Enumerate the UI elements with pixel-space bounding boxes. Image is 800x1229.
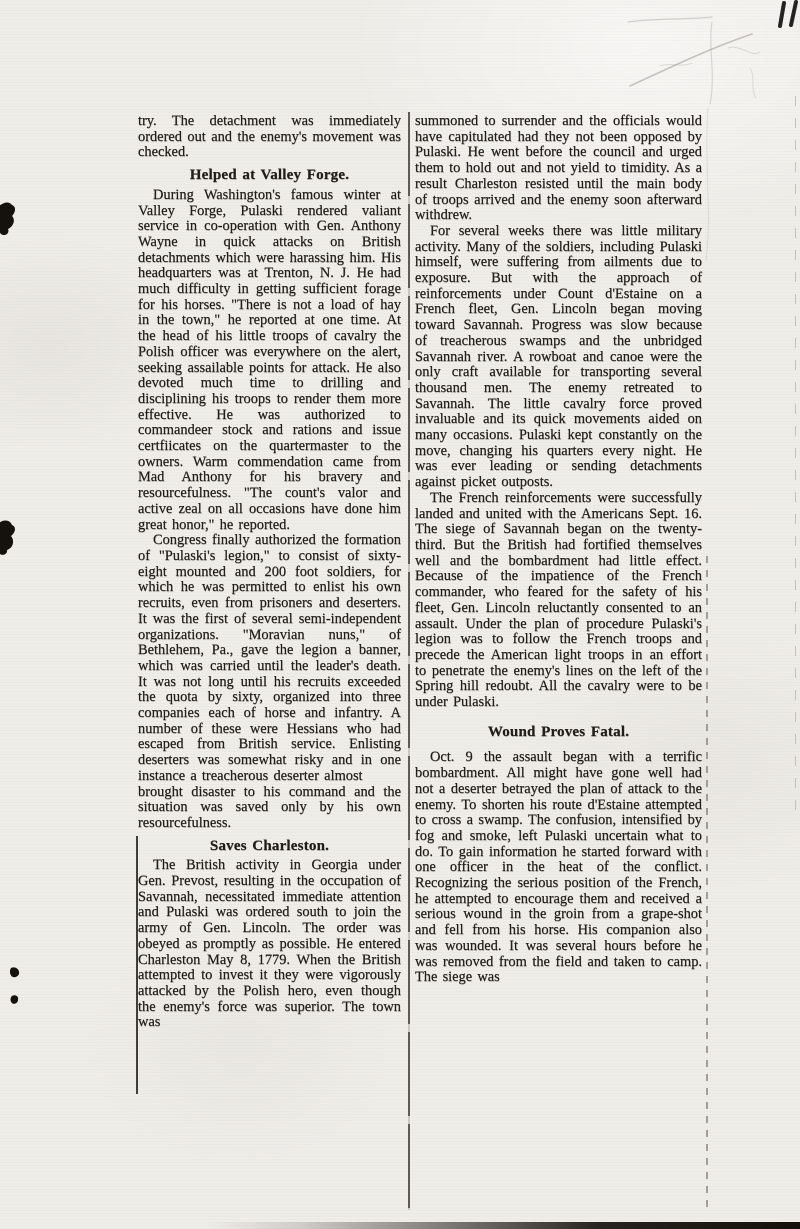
- right-column: [415, 114, 702, 986]
- right-column-rule: [706, 556, 708, 1208]
- paragraph: Oct. 9 the assault began with a terrific bombardment. All might have gone well had not a deserter betrayed the plan of attack to the enemy. To shorten his route d'Estaine attempted to cross a swamp. The confusion, intensified by fog and smoke, left Pulaski uncertain what to do. To gain information he started forward with one officer in the heat of the conflict. Recognizing the serious position of the French, he attempted to encourage them and received a serious wound in the groin from a grape-shot and fell from his horse. His companion also was wounded. It was several hours before he was removed from the field and taken to camp. The siege was: [415, 749, 702, 986]
- left-column: [138, 114, 401, 1031]
- paragraph: Congress finally authorized the formation of "Pulaski's legion," to consist of sixty-eight mounted and 200 foot soldiers, for which he was permitted to enlist his own recruits, even from prisoners and deserters. It was the first of several semi-independent organizations. "Moravian nuns," of Bethlehem, Pa., gave the legion a banner, which was carried until the leader's death. It was not long until his recruits exceeded the quota by sixty, organized into three companies each of horse and infantry. A number of these were Hessians who had escaped from British service. Enlisting deserters was somewhat risky and in one instance a treacherous deserter almost: [138, 532, 401, 784]
- paragraph: The French reinforcements were successfully landed and united with the Americans Sept. 16. The siege of Savannah began on the twenty-third. But the British had fortified themselves well and the bombardment had little effect. Because of the impatience of the French commander, who feared for the safety of his fleet, Gen. Lincoln reluctantly consented to an assault. Under the plan of procedure Pulaski's legion was to follow the French troops and precede the American light troops in an effort to penetrate the enemy's lines on the left of the Spring hill redoubt. All the cavalry were to be under Pulaski.: [415, 489, 702, 711]
- paragraph: The British activity in Georgia under Gen. Prevost, resulting in the occupation of Savannah, necessitated immediate attention and Pulaski was ordered south to join the army of Gen. Lincoln. The order was obeyed as promptly as possible. He entered Charleston May 8, 1779. When the British attempted to invest it they were vigorously attacked by the Polish hero, even though the enemy's force was superior. The town was: [138, 857, 401, 1031]
- scan-bottom-edge: [0, 1222, 800, 1229]
- paragraph: During Washington's famous winter at Valley Forge, Pulaski rendered valiant service in co-operation with Gen. Anthony Wayne in quick attacks on British detachments which were harassing him. His headquarters was at Trenton, N. J. He had much difficulty in getting sufficient forage for his horses. "There is not a load of hay in the town," he reported at one time. At the head of his little troops of cavalry the Polish officer was everywhere on the alert, seeking assailable points for attack. He also devoted much time to drilling and disciplining his troops to render them more effective. He was authorized to commandeer stock and rations and issue certfiicates on the quartermaster to the owners. Warm commendation came from Mad Anthony for his bravery and resourcefulness. "The count's valor and active zeal on all occasions have done him great honor," he reported.: [138, 186, 401, 533]
- paragraph: For several weeks there was little military activity. Many of the soldiers, including Pulaski himself, were suffering from ailments due to exposure. But with the approach of reinforcements under Count d'Estaine on a French fleet, Gen. Lincoln began moving toward Savannah. Progress was slow because of treacherous swamps and the unbridged Savannah river. A rowboat and canoe were the only craft available for transporting several thousand men. The enemy retreated to Savannah. The little cavalry force proved invaluable and its quick movements aided on many occasions. Pulaski kept constantly on the move, changing his quarters every night. He was ever leading or sending detachments against picket outposts.: [415, 222, 702, 491]
- page-edge-rule: [795, 96, 796, 820]
- ink-speck: [8, 966, 22, 980]
- paragraph-continuation: summoned to surrender and the officials would have capitulated had they not been opposed by Pulaski. He went before the council and urged them to hold out and not yield to timidity. As a result Charleston resisted until the main body of troops arrived and the enemy soon afterward withdrew.: [415, 113, 702, 224]
- section-heading-wound-proves-fatal: Wound Proves Fatal.: [487, 723, 630, 740]
- handwritten-page-number: [776, 0, 800, 30]
- paragraph-continuation: try. The detachment was immediately ordered out and the enemy's movement was checked.: [138, 113, 401, 161]
- ink-blot: [0, 518, 18, 558]
- section-heading-helped-at-valley-forge: Helped at Valley Forge.: [189, 167, 350, 184]
- ink-blot: [0, 200, 19, 238]
- column-divider-rule: [408, 112, 410, 1210]
- section-heading-saves-charleston: Saves Charleston.: [209, 837, 330, 854]
- paragraph-continuation-strip: brought disaster to his command and the situation was saved only by his own resourcefulness.: [138, 783, 401, 831]
- ink-speck: [9, 994, 21, 1006]
